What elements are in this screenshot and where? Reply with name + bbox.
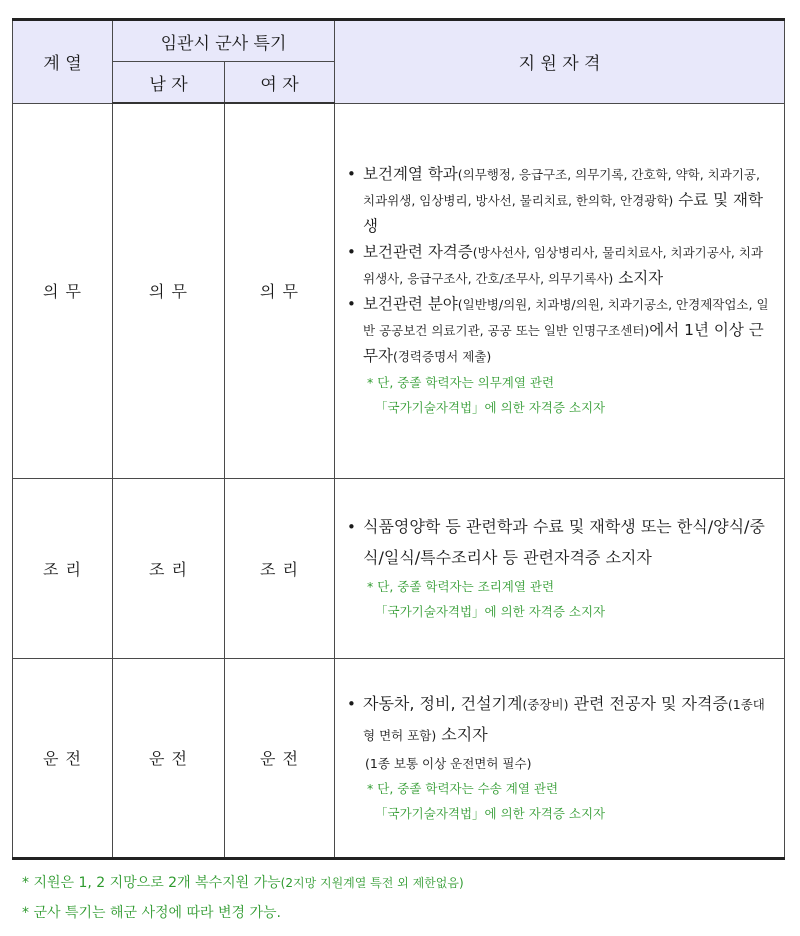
header-qualification: 지 원 자 격 xyxy=(335,20,785,104)
row-male: 의 무 xyxy=(113,103,225,478)
row-female: 의 무 xyxy=(225,103,335,478)
footnote-1: * 지원은 1, 2 지망으로 2개 복수지원 가능(2지망 지원계열 특전 외 제한없음) xyxy=(22,875,464,891)
table-row xyxy=(13,103,785,478)
bullet-item: • 보건계열 학과(의무행정, 응급구조, 의무기록, 간호학, 약학, 치과기공, 치과위생, 임상병리, 방사선, 물리치료, 한의학, 안경광학) 수료 및 재학생 xyxy=(347,162,772,240)
row-qualification xyxy=(335,658,785,858)
row-female: 운 전 xyxy=(225,658,335,858)
table-row xyxy=(13,658,785,858)
qualification-table xyxy=(12,18,785,860)
row-category: 의 무 xyxy=(13,103,113,478)
header-male: 남 자 xyxy=(113,62,225,104)
requirement-text: (1종 보통 이상 운전면허 필수) xyxy=(365,756,532,771)
header-female: 여 자 xyxy=(225,62,335,104)
row-male: 운 전 xyxy=(113,658,225,858)
row-category: 조 리 xyxy=(13,478,113,658)
note-text: * 단, 중졸 학력자는 의무계열 관련 xyxy=(367,374,555,390)
header-specialty-group: 임관시 군사 특기 xyxy=(113,20,335,62)
row-female: 조 리 xyxy=(225,478,335,658)
row-category: 운 전 xyxy=(13,658,113,858)
header-row-1 xyxy=(13,20,785,62)
row-qualification xyxy=(335,103,785,478)
note-text: 「국가기술자격법」에 의한 자격증 소지자 xyxy=(375,399,606,415)
footnote-2: * 군사 특기는 해군 사정에 따라 변경 가능. xyxy=(22,905,281,921)
note-text: * 단, 중졸 학력자는 수송 계열 관련 xyxy=(367,781,559,796)
row-qualification xyxy=(335,478,785,658)
bullet-item: • 보건관련 자격증(방사선사, 임상병리사, 물리치료사, 치과기공사, 치과위생사, 응급구조사, 간호/조무사, 의무기록사) 소지자 xyxy=(347,240,772,292)
table-row xyxy=(13,478,785,658)
bullet-item: • 보건관련 분야(일반병/의원, 치과병/의원, 치과기공소, 안경제작업소, 일반 공공보건 의료기관, 공공 또는 일반 인명구조센터)에서 1년 이상 근무자(경력증명서 제출) xyxy=(347,292,772,370)
note-text: 「국가기술자격법」에 의한 자격증 소지자 xyxy=(375,604,606,619)
header-category: 계 열 xyxy=(13,20,113,104)
row-male: 조 리 xyxy=(113,478,225,658)
bullet-item: • 식품영양학 등 관련학과 수료 및 재학생 또는 한식/양식/중식/일식/특수조리사 등 관련자격증 소지자 xyxy=(347,512,772,574)
bullet-item: • 자동차, 정비, 건설기계(중장비) 관련 전공자 및 자격증(1종대형 면허 포함) 소지자 xyxy=(347,689,772,751)
note-text: 「국가기술자격법」에 의한 자격증 소지자 xyxy=(375,806,606,821)
note-text: * 단, 중졸 학력자는 조리계열 관련 xyxy=(367,579,555,594)
